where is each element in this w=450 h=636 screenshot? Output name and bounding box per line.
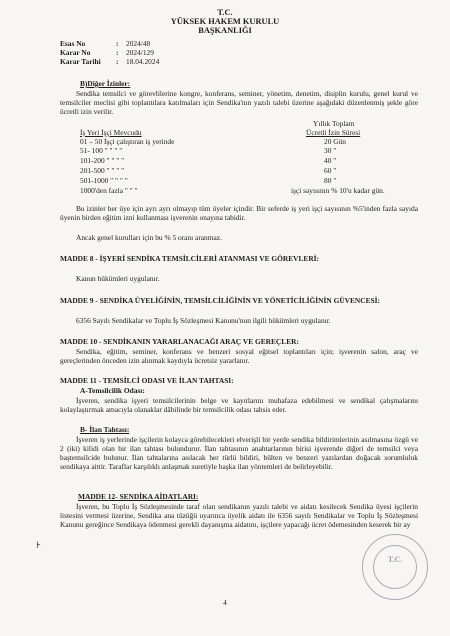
table-col1-header: İş Yeri İşçi Mevcudu	[80, 128, 142, 137]
meta-tarih-value: 18.04.2024	[126, 57, 160, 66]
margin-mark: ⊦	[36, 540, 42, 550]
table-row-left: 101-200 " " " "	[80, 156, 125, 165]
table-col2-header-2: Ücretli İzin Süresi	[306, 128, 361, 137]
header-tc: T.C.	[217, 8, 233, 17]
table-row-left: 501-1000 " " " "	[80, 176, 128, 185]
meta-sep: :	[116, 57, 119, 66]
header-department: BAŞKANLIĞI	[198, 26, 252, 35]
table-row-left: 201-500 " " " "	[80, 166, 125, 175]
madde9-text: 6356 Sayılı Sendikalar ve Toplu İş Sözleşmesi Kanunu'nun ilgili hükümleri uygulanır.	[76, 316, 331, 325]
seal-inner-ring	[373, 545, 417, 589]
official-seal-icon	[362, 534, 428, 600]
madde10-text: Sendika, eğitim, seminer, konferans ve benzeri sosyal eğitsel toplantıları için; işverenin salon, araç ve gereçlerinden önceden izin alınmak kaydıyla ücretsiz yararlanır.	[60, 347, 418, 365]
madde9-heading: MADDE 9 - SENDİKA ÜYELİĞİNİN, TEMSİLCİLİĞİNİN VE YÖNETİCİLİĞİNİN GÜVENCESİ:	[60, 296, 380, 305]
madde12-text: İşveren, bu Toplu İş Sözleşmesinde taraf olan sendikanın yazılı talebi ve aidatı kesilecek Sendika üyesi işçilerin listesini vermesi üzerine, Sendika ana tüzüğü uyarınca üyelik aidatı ile 6356 sayılı Sendikalar ve Toplu İş Sözleşmesi Kanunu gereğince Sendikaya ödenmesi gerekli dayanışma aidatını, işçilere yapacağı ücret ödemesinden keserek bir ay	[60, 502, 418, 529]
table-row-right: 60 "	[324, 166, 337, 175]
madde11-sub-b: B- İlan Tahtası:	[80, 425, 130, 434]
meta-karar-value: 2024/129	[126, 48, 154, 57]
madde11-sub-a: A-Temsilcilik Odası:	[80, 386, 145, 395]
meta-sep: :	[116, 48, 119, 57]
madde8-text: Kanun hükümleri uygulanır.	[76, 274, 160, 283]
table-row-right: 40 "	[324, 156, 337, 165]
table-row-right: 20 Gün	[324, 137, 346, 146]
madde12-heading: MADDE 12- SENDİKA AİDATLARI:	[78, 492, 199, 501]
section-b-heading: B)Diğer İzinler:	[80, 79, 131, 88]
madde11-text-a: İşveren, sendika işyeri temsilcilerinin belge ve kayıtlarını muhafaza edebilmesi ve sendikal çalışmalarını kolaylaştırmak amacıyla olanaklar dâhilinde bir temsilcilik odası tahsis eder.	[60, 396, 418, 414]
table-row-right: işçi sayısının % 10'u kadar gün.	[291, 186, 385, 195]
madde10-heading: MADDE 10 - SENDİKANIN YARARLANACAĞI ARAÇ VE GEREÇLER:	[60, 337, 299, 346]
meta-tarih-label: Karar Tarihi	[60, 57, 101, 66]
madde8-heading: MADDE 8 - İŞYERİ SENDİKA TEMSİLCİLERİ ATANMASI VE GÖREVLERİ:	[60, 254, 319, 263]
section-b-para2: Ancak genel kurulları için bu % 5 oranı aranmaz.	[76, 233, 222, 242]
meta-tarih	[60, 58, 159, 67]
table-row-left: 51- 100 " " " "	[80, 146, 123, 155]
table-row-right: 30 "	[324, 146, 337, 155]
section-b-para1: Bu izinler her üye için ayrı ayrı olmayıp tüm üyeler içindir. Bir seferde iş yeri işçi sayısının %5'inden fazla sayıda üyenin birden eğitim izni kullanması işverenin onayına tabidir.	[60, 204, 418, 222]
page-number: 4	[223, 598, 227, 607]
table-row-right: 80 "	[324, 176, 337, 185]
header-institution: YÜKSEK HAKEM KURULU	[170, 17, 280, 26]
table-row-left: 01 – 50 İşçi çalıştıran iş yerinde	[80, 137, 175, 146]
meta-esas-value: 2024/48	[126, 39, 151, 48]
madde11-text-b: İşveren iş yerlerinde işçilerin kolayca görebilecekleri elverişli bir yerde sendika bildirimlerinin asılmasına özgü ve 2 (iki) kilidi olan bir ilan tahtası bulundurur. İlan tahtasının anahtarlarının birisi işverende diğeri de temsilci veya baştemsilcide bulunur. İlan tahtalarına asılacak her türlü bildiri, bülten ve benzeri yazılardan doğacak sorumluluk sendikaya aittir. Taraflar karşılıklı anlaşmak suretiyle başka ilan yöntemleri de belirleyebilir.	[60, 435, 418, 471]
section-b-intro: Sendika temsilci ve görevlilerine kongre, konferans, seminer, yönetim, denetim, disiplin kurulu, genel kurul ve temsilciler meclisi gibi toplantılara katılmaları için Sendika'nın yazılı talebi üzerine aşağıdaki düzenlenmiş şekle göre ücretli izin verilir.	[60, 89, 418, 116]
table-row-left: 1000'den fazla " " "	[80, 186, 138, 195]
meta-sep: :	[116, 39, 119, 48]
table-col2-header-1: Yıllık Toplam	[313, 119, 355, 128]
seal-text: T.C.	[387, 555, 403, 564]
madde11-heading: MADDE 11 - TEMSİLCİ ODASI VE İLAN TAHTASI:	[60, 376, 234, 385]
meta-esas-label: Esas No	[60, 39, 86, 48]
meta-karar-label: Karar No	[60, 48, 91, 57]
